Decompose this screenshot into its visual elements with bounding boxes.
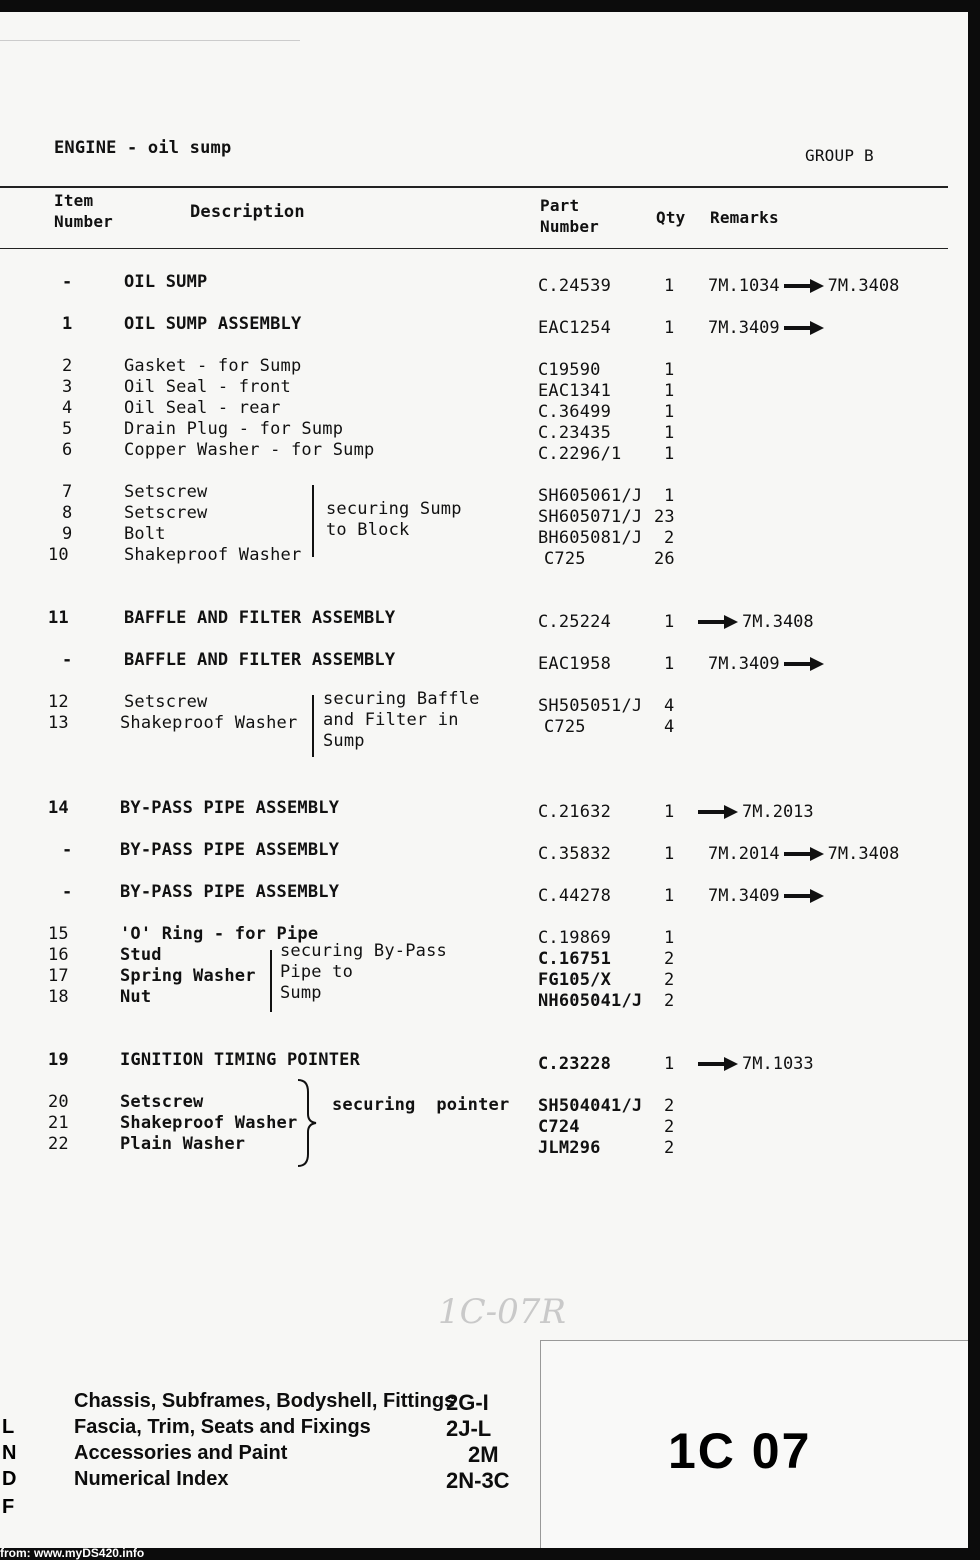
part-description: BY-PASS PIPE ASSEMBLY xyxy=(120,798,340,818)
quantity: 26 xyxy=(654,549,675,569)
item-number: 21 xyxy=(48,1113,69,1133)
index-code: 2J-L xyxy=(446,1416,492,1441)
quantity: 1 xyxy=(664,360,675,380)
quantity: 1 xyxy=(664,486,675,506)
arrow-icon-wrap xyxy=(784,886,824,906)
parts-list-page xyxy=(0,12,968,1548)
remark-to: 7M.3408 xyxy=(827,276,900,296)
quantity: 2 xyxy=(664,970,675,990)
part-number: C725 xyxy=(544,549,586,569)
part-number: C724 xyxy=(538,1117,580,1137)
arrow-icon xyxy=(698,805,738,819)
index-code: 2G-I xyxy=(446,1390,489,1415)
col-qty-header: Qty xyxy=(656,208,686,227)
quantity: 1 xyxy=(664,381,675,401)
item-number: 12 xyxy=(48,692,69,712)
index-code: 2N-3C xyxy=(446,1468,510,1493)
header-rule-bottom xyxy=(0,248,948,249)
arrow-icon-wrap xyxy=(698,612,738,632)
quantity: 1 xyxy=(664,654,675,674)
arrow-icon-wrap xyxy=(698,1054,738,1074)
arrow-icon xyxy=(698,1057,738,1071)
group-label: GROUP B xyxy=(805,146,874,165)
quantity: 4 xyxy=(664,717,675,737)
part-number: C.35832 xyxy=(538,844,612,864)
part-description: Oil Seal - front xyxy=(124,377,291,397)
part-number: SH605061/J xyxy=(538,486,643,506)
page-title: ENGINE - oil sump xyxy=(54,138,232,158)
part-number: C.16751 xyxy=(538,949,612,969)
part-number: C.44278 xyxy=(538,886,612,906)
part-description: Copper Washer - for Sump xyxy=(124,440,375,460)
remark-to: 7M.3408 xyxy=(827,844,900,864)
item-number: - xyxy=(62,840,73,860)
quantity: 1 xyxy=(664,1054,675,1074)
note-securing-bypass: securing By-Pass Pipe to Sump xyxy=(280,941,447,1003)
margin-letter: D xyxy=(2,1468,17,1490)
quantity: 1 xyxy=(664,444,675,464)
quantity: 1 xyxy=(664,886,675,906)
col-description-header: Description xyxy=(190,202,305,222)
part-number: C.25224 xyxy=(538,612,612,632)
part-description: IGNITION TIMING POINTER xyxy=(120,1050,361,1070)
item-number: 5 xyxy=(62,419,73,439)
item-number: 3 xyxy=(62,377,73,397)
quantity: 2 xyxy=(664,1117,675,1137)
item-number: 16 xyxy=(48,945,69,965)
part-description: OIL SUMP xyxy=(124,272,208,292)
part-number: C.24539 xyxy=(538,276,612,296)
remark-to: 7M.3408 xyxy=(742,612,814,632)
part-number: BH605081/J xyxy=(538,528,643,548)
quantity: 2 xyxy=(664,991,675,1011)
part-description: Setscrew xyxy=(124,692,208,712)
part-number: C725 xyxy=(544,717,586,737)
quantity: 4 xyxy=(664,696,675,716)
arrow-icon-wrap xyxy=(784,654,824,674)
note-securing-baffle: securing Baffle and Filter in Sump xyxy=(323,689,480,751)
item-number: 20 xyxy=(48,1092,69,1112)
arrow-icon-wrap xyxy=(784,276,824,296)
part-number: FG105/X xyxy=(538,970,612,990)
part-description: 'O' Ring - for Pipe xyxy=(120,924,319,944)
part-number: C.2296/1 xyxy=(538,444,622,464)
part-description: Shakeproof Washer xyxy=(124,545,302,565)
remark-from: 7M.3409 xyxy=(708,318,780,338)
part-description: Setscrew xyxy=(120,1092,204,1112)
col-remarks-header: Remarks xyxy=(710,208,779,227)
remarks xyxy=(708,886,824,906)
part-number: SH605071/J xyxy=(538,507,643,527)
remark-to: 7M.2013 xyxy=(742,802,814,822)
remarks xyxy=(708,654,824,674)
remarks xyxy=(698,1054,814,1074)
index-label: Numerical Index xyxy=(74,1468,229,1490)
item-number: 7 xyxy=(62,482,73,502)
item-number: 13 xyxy=(48,713,69,733)
part-description: OIL SUMP ASSEMBLY xyxy=(124,314,302,334)
arrow-icon xyxy=(784,657,824,671)
bracket-bypass xyxy=(270,950,272,1012)
source-credit: from: www.myDS420.info xyxy=(0,1546,145,1560)
part-description: BAFFLE AND FILTER ASSEMBLY xyxy=(124,650,396,670)
quantity: 2 xyxy=(664,1096,675,1116)
part-number: SH504041/J xyxy=(538,1096,643,1116)
header-rule-top xyxy=(0,186,948,188)
remarks xyxy=(698,612,814,632)
margin-letter: N xyxy=(2,1442,17,1464)
scan-line xyxy=(0,40,300,41)
item-number: 4 xyxy=(62,398,73,418)
part-description: Shakeproof Washer xyxy=(120,713,298,733)
index-label: Fascia, Trim, Seats and Fixings xyxy=(74,1416,371,1438)
part-number: C.23435 xyxy=(538,423,612,443)
remarks xyxy=(708,318,824,338)
part-number: C.23228 xyxy=(538,1054,612,1074)
part-description: BAFFLE AND FILTER ASSEMBLY xyxy=(124,608,396,628)
part-description: Drain Plug - for Sump xyxy=(124,419,344,439)
part-description: BY-PASS PIPE ASSEMBLY xyxy=(120,882,340,902)
remark-from: 7M.3409 xyxy=(708,886,780,906)
fiche-number: 1C 07 xyxy=(668,1423,812,1479)
arrow-icon xyxy=(784,847,824,861)
col-part-header: Part Number xyxy=(540,196,599,236)
quantity: 1 xyxy=(664,844,675,864)
remarks xyxy=(698,802,814,822)
part-description: Bolt xyxy=(124,524,166,544)
item-number: 15 xyxy=(48,924,69,944)
quantity: 2 xyxy=(664,949,675,969)
arrow-icon xyxy=(784,279,824,293)
remarks xyxy=(708,276,899,296)
item-number: 2 xyxy=(62,356,73,376)
quantity: 23 xyxy=(654,507,675,527)
part-number: SH505051/J xyxy=(538,696,643,716)
item-number: - xyxy=(62,272,73,292)
note-securing-sump: securing Sump to Block xyxy=(326,499,462,540)
part-number: C.19869 xyxy=(538,928,612,948)
remark-from: 7M.1034 xyxy=(708,276,780,296)
quantity: 1 xyxy=(664,276,675,296)
arrow-icon-wrap xyxy=(784,844,824,864)
item-number: - xyxy=(62,650,73,670)
bracket-baffle xyxy=(312,695,314,757)
part-number: C19590 xyxy=(538,360,601,380)
quantity: 1 xyxy=(664,612,675,632)
index-label: Chassis, Subframes, Bodyshell, Fittings xyxy=(74,1390,456,1412)
remark-from: 7M.2014 xyxy=(708,844,780,864)
index-label: Accessories and Paint xyxy=(74,1442,288,1464)
part-description: Plain Washer xyxy=(120,1134,246,1154)
part-description: Gasket - for Sump xyxy=(124,356,302,376)
part-description: Oil Seal - rear xyxy=(124,398,281,418)
item-number: 18 xyxy=(48,987,69,1007)
part-description: Spring Washer xyxy=(120,966,256,986)
part-number: EAC1341 xyxy=(538,381,612,401)
item-number: 1 xyxy=(62,314,73,334)
quantity: 1 xyxy=(664,802,675,822)
col-item-header: Item Number xyxy=(54,191,113,231)
part-description: Shakeproof Washer xyxy=(120,1113,298,1133)
quantity: 1 xyxy=(664,402,675,422)
item-number: 11 xyxy=(48,608,69,628)
arrow-icon xyxy=(784,321,824,335)
item-number: 19 xyxy=(48,1050,69,1070)
part-number: JLM296 xyxy=(538,1138,601,1158)
part-description: Stud xyxy=(120,945,162,965)
note-securing-pointer: securing pointer xyxy=(332,1095,510,1115)
remark-to: 7M.1033 xyxy=(742,1054,814,1074)
arrow-icon xyxy=(698,615,738,629)
item-number: 14 xyxy=(48,798,69,818)
quantity: 2 xyxy=(664,528,675,548)
curly-brace-pointer xyxy=(296,1078,322,1168)
item-number: 17 xyxy=(48,966,69,986)
item-number: 6 xyxy=(62,440,73,460)
part-description: Nut xyxy=(120,987,152,1007)
handwritten-fiche-note: 1C-07R xyxy=(438,1292,566,1332)
item-number: 10 xyxy=(48,545,69,565)
part-number: C.36499 xyxy=(538,402,612,422)
arrow-icon xyxy=(784,889,824,903)
item-number: 22 xyxy=(48,1134,69,1154)
item-number: - xyxy=(62,882,73,902)
arrow-icon-wrap xyxy=(698,802,738,822)
margin-letter: L xyxy=(2,1416,15,1438)
remarks xyxy=(708,844,899,864)
index-code: 2M xyxy=(468,1442,499,1467)
part-description: BY-PASS PIPE ASSEMBLY xyxy=(120,840,340,860)
part-number: NH605041/J xyxy=(538,991,643,1011)
item-number: 8 xyxy=(62,503,73,523)
margin-letter: F xyxy=(2,1496,15,1518)
quantity: 2 xyxy=(664,1138,675,1158)
part-number: C.21632 xyxy=(538,802,612,822)
part-number: EAC1958 xyxy=(538,654,612,674)
part-description: Setscrew xyxy=(124,503,208,523)
quantity: 1 xyxy=(664,423,675,443)
part-description: Setscrew xyxy=(124,482,208,502)
bracket-sump xyxy=(312,485,314,557)
item-number: 9 xyxy=(62,524,73,544)
part-number: EAC1254 xyxy=(538,318,612,338)
quantity: 1 xyxy=(664,318,675,338)
arrow-icon-wrap xyxy=(784,318,824,338)
remark-from: 7M.3409 xyxy=(708,654,780,674)
quantity: 1 xyxy=(664,928,675,948)
